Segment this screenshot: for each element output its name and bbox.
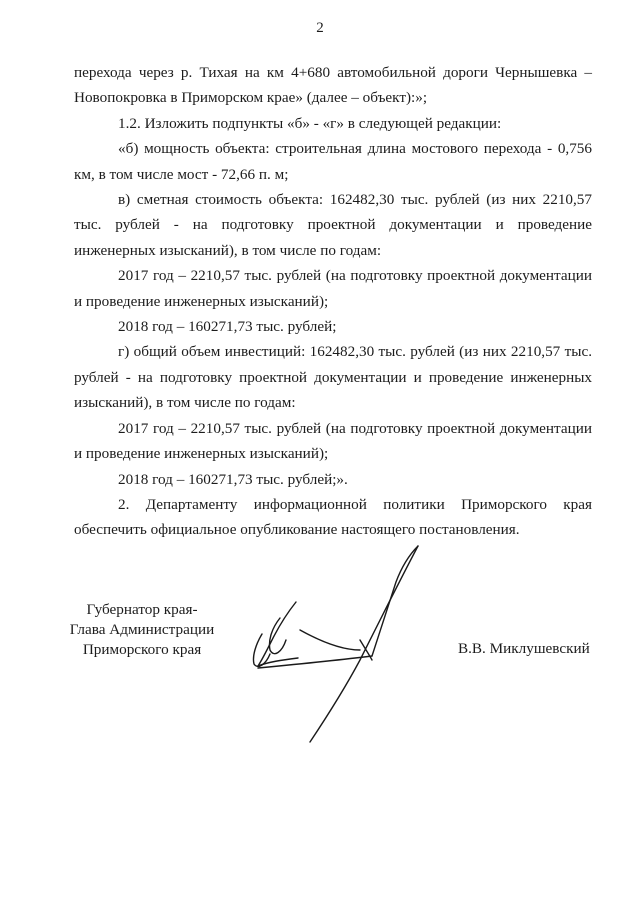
paragraph-item-v-estimated-cost: в) сметная стоимость объекта: 162482,30 тыс. рублей (из них 2210,57 тыс. рублей - на подготовку проектной документации и проведение инженерных изысканий), в том числе по годам:	[74, 191, 592, 259]
paragraph-investments-2018: 2018 год – 160271,73 тыс. рублей;».	[118, 470, 348, 488]
paragraph-investments-2017: 2017 год – 2210,57 тыс. рублей (на подготовку проектной документации и проведение инженерных изысканий);	[74, 419, 592, 463]
paragraph-item-g-investments: г) общий объем инвестиций: 162482,30 тыс. рублей (из них 2210,57 тыс. рублей - на подготовку проектной документации и проведение инженерных изысканий), в том числе по годам:	[74, 343, 592, 412]
paragraph-item-2-publication: 2. Департаменту информационной политики Приморского края обеспечить официальное опубликование настоящего постановления.	[74, 495, 592, 539]
paragraph-cost-2017: 2017 год – 2210,57 тыс. рублей (на подготовку проектной документации и проведение инженерных изысканий);	[74, 267, 592, 310]
paragraph-object-continuation: перехода через р. Тихая на км 4+680 автомобильной дороги Чернышевка – Новопокровка в Приморском крае» (далее – объект):»;	[74, 64, 592, 107]
signatory-title-line: Губернатор края-	[86, 601, 198, 618]
page-number: 2	[316, 20, 324, 36]
paragraph-cost-2018: 2018 год – 160271,73 тыс. рублей;	[118, 318, 337, 336]
signatory-name: В.В. Миклушевский	[458, 640, 590, 657]
paragraph-item-b-capacity: «б) мощность объекта: строительная длина мостового перехода - 0,756 км, в том числе мост - 72,66 п. м;	[74, 140, 592, 183]
signatory-title-line: Глава Администрации	[69, 621, 215, 638]
signatory-title-line: Приморского края	[82, 641, 202, 658]
paragraph-item-1-2: 1.2. Изложить подпункты «б» - «г» в следующей редакции:	[118, 114, 502, 132]
